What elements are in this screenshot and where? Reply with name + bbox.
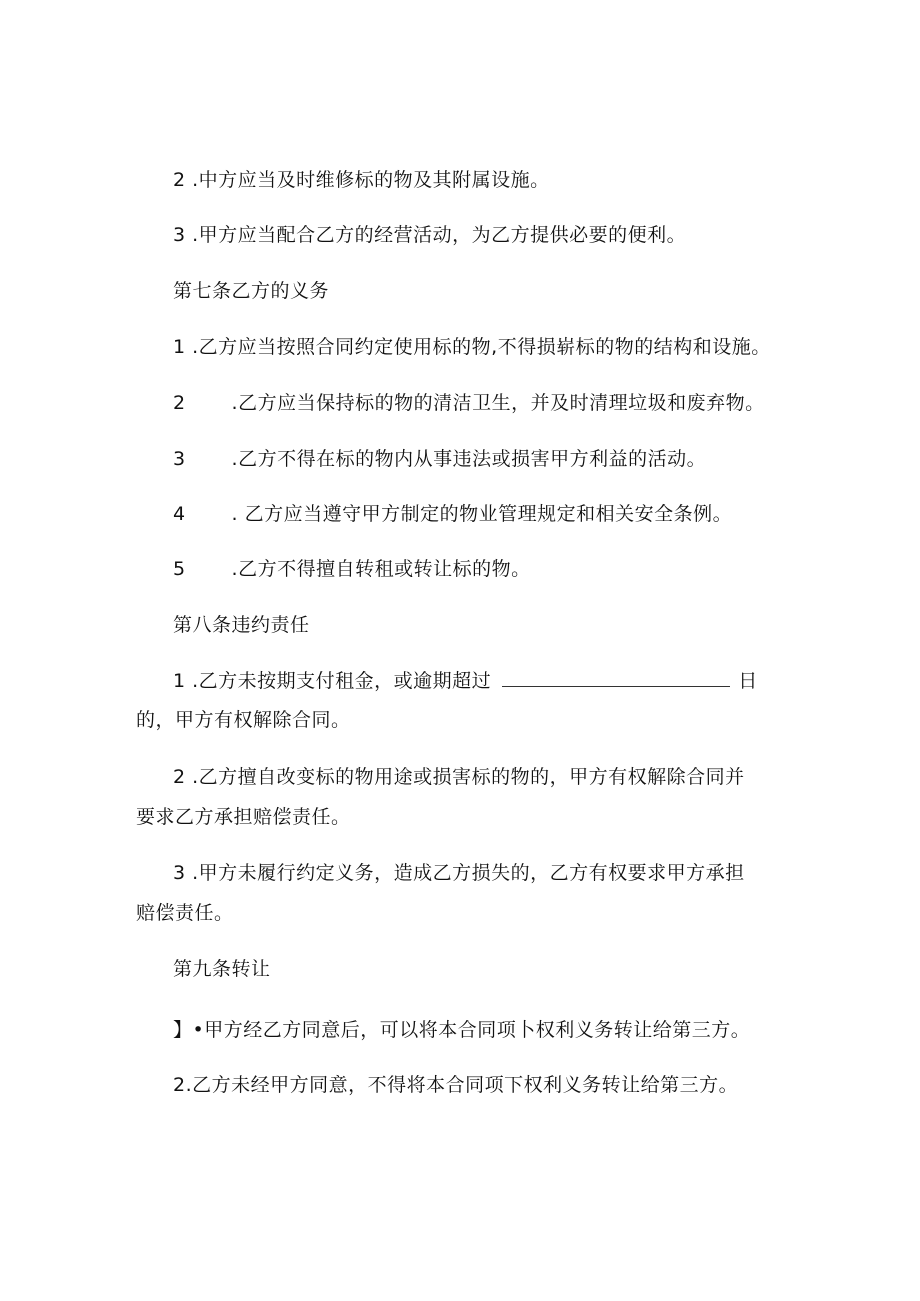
item-number: 2 xyxy=(173,766,186,788)
item-number: 3 xyxy=(173,862,186,884)
section-heading-article-9 xyxy=(173,957,271,981)
item-text: .乙方未按期支付租金，或逾期超过 xyxy=(192,670,492,692)
item-text: .乙方应当按照合同约定使用标的物,不得损崭标的物的结构和设施。 xyxy=(192,336,771,358)
item-text: .乙方不得擅自转租或转让标的物。 xyxy=(231,558,531,580)
item-text-suffix: 日 xyxy=(738,670,758,692)
item-number: 3 xyxy=(173,224,186,246)
item-number: 2 xyxy=(173,169,186,191)
clause-7-item-1 xyxy=(173,335,771,359)
item-number: 4 xyxy=(173,503,186,525)
clause-7-item-2 xyxy=(173,391,765,415)
heading-text: 第八条违约责任 xyxy=(173,614,310,636)
clause-8-item-2 xyxy=(173,765,745,789)
clause-9-item-1 xyxy=(173,1018,750,1042)
clause-7-item-5 xyxy=(173,557,531,581)
item-text: 要求乙方承担赔偿责任。 xyxy=(136,806,351,828)
item-text: .乙方不得在标的物内从事违法或损害甲方利益的活动。 xyxy=(231,448,707,470)
item-text: 】•甲方经乙方同意后，可以将本合同项卜权利义务转让给第三方。 xyxy=(173,1019,751,1041)
item-text: .乙方擅自改变标的物用途或损害标的物的，甲方有权解除合同并 xyxy=(192,766,745,788)
item-number: 1 xyxy=(173,336,186,358)
clause-8-item-1 xyxy=(173,668,758,693)
clause-8-item-3-continued xyxy=(136,901,234,925)
item-text: . 乙方应当遵守甲方制定的物业管理规定和相关安全条例。 xyxy=(231,503,733,525)
item-number: 3 xyxy=(173,448,186,470)
clause-6-item-3 xyxy=(173,223,686,247)
heading-text: 第九条转让 xyxy=(173,958,271,980)
clause-7-item-4 xyxy=(173,502,732,526)
clause-7-item-3 xyxy=(173,447,706,471)
clause-6-item-2 xyxy=(173,168,550,192)
item-text: .甲方未履行约定义务，造成乙方损失的，乙方有权要求甲方承担 xyxy=(192,862,745,884)
item-text: .甲方应当配合乙方的经营活动，为乙方提供必要的便利。 xyxy=(192,224,687,246)
item-number: 2 xyxy=(173,392,186,414)
item-number: 1 xyxy=(173,670,186,692)
item-text: 的，甲方有权解除合同。 xyxy=(136,709,351,731)
fill-in-blank[interactable] xyxy=(502,668,730,687)
clause-9-item-2 xyxy=(173,1073,738,1097)
item-text: .乙方应当保持标的物的清洁卫生，并及时清理垃圾和废弃物。 xyxy=(231,392,765,414)
heading-text: 第七条乙方的义务 xyxy=(173,280,330,302)
clause-8-item-3 xyxy=(173,861,745,885)
section-heading-article-8 xyxy=(173,613,310,637)
item-text: 赔偿责任。 xyxy=(136,902,234,924)
section-heading-article-7 xyxy=(173,279,329,303)
item-text: 2.乙方未经甲方同意，不得将本合同项下权利义务转让给第三方。 xyxy=(173,1074,739,1096)
item-number: 5 xyxy=(173,558,186,580)
item-text: .中方应当及时维修标的物及其附属设施。 xyxy=(192,169,550,191)
clause-8-item-2-continued xyxy=(136,805,351,829)
clause-8-item-1-continued xyxy=(136,708,351,732)
